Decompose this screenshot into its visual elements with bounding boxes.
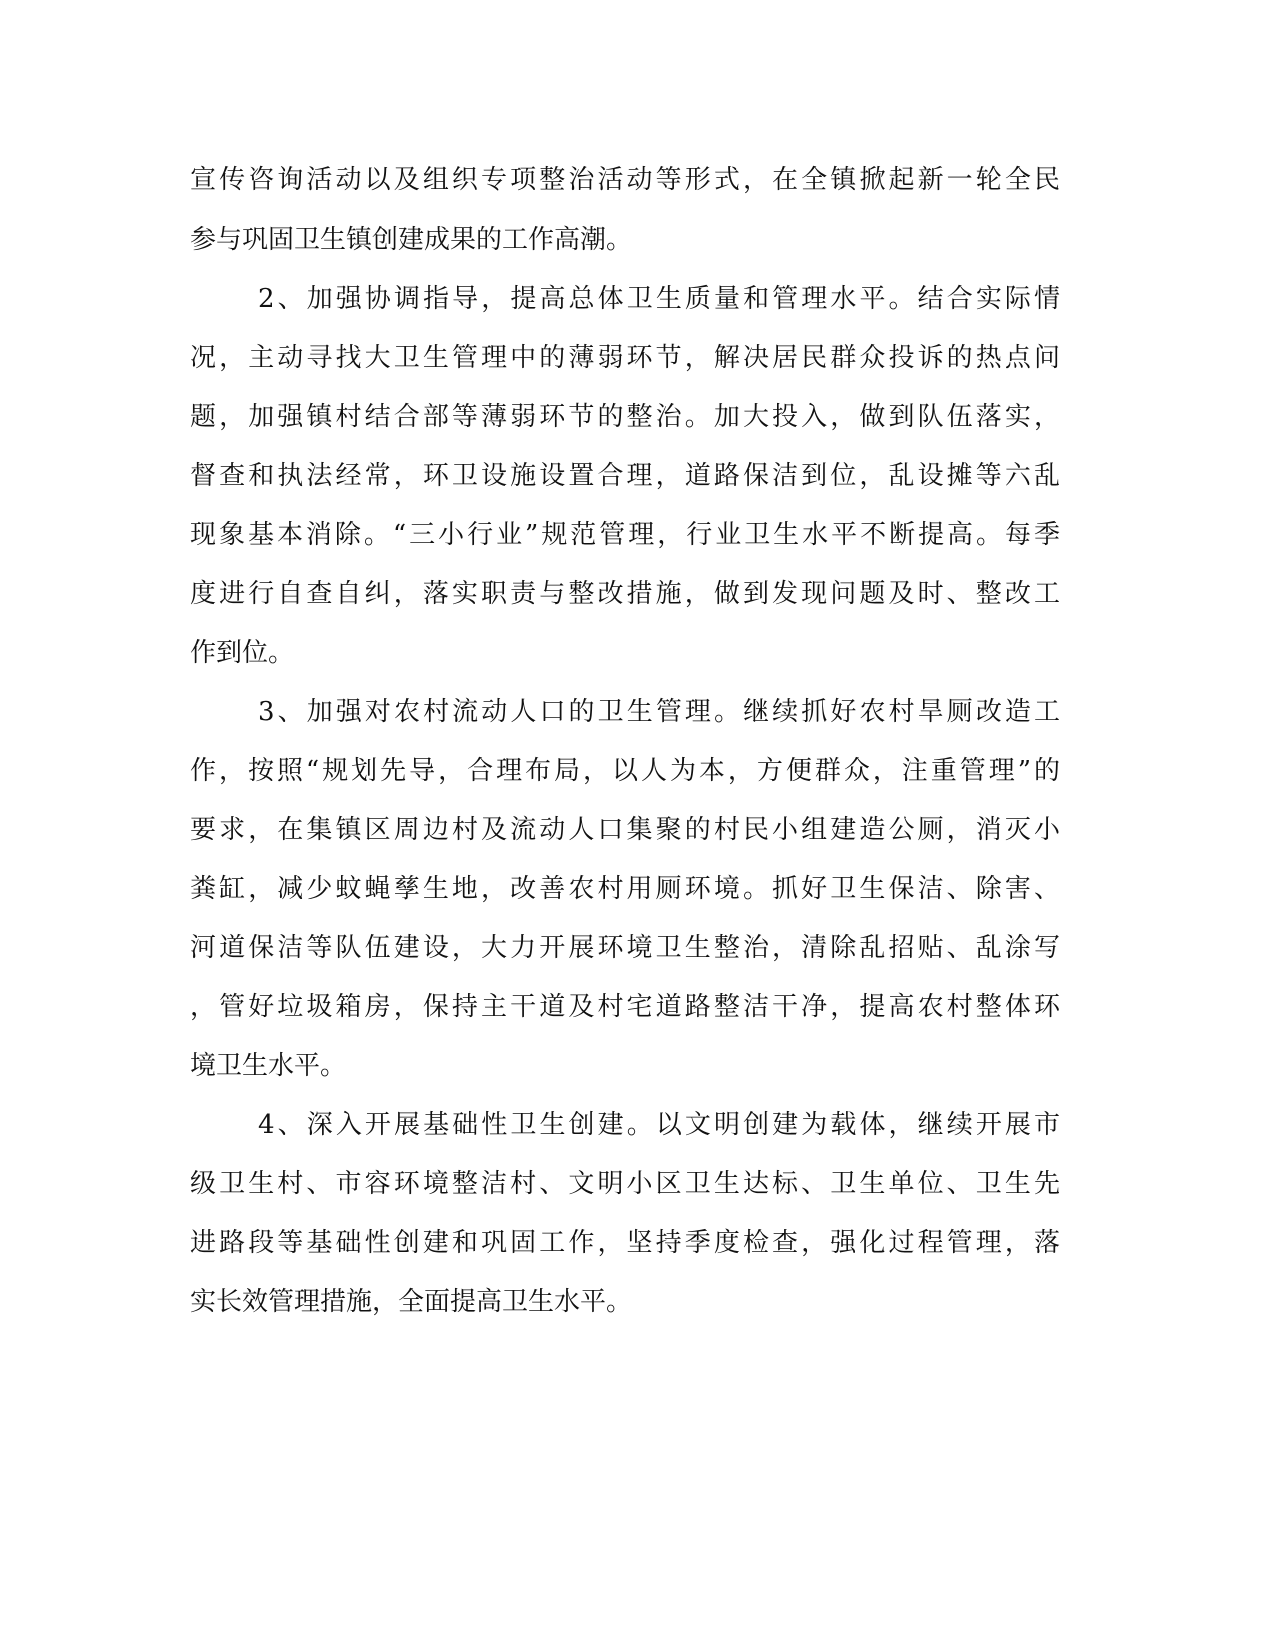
paragraph-2-line-5: 现象基本消除。“三小行业”规范管理，行业卫生水平不断提高。每季 xyxy=(190,520,1060,550)
paragraph-4-line-1: 4、深入开展基础性卫生创建。以文明创建为载体，继续开展市 xyxy=(258,1110,1060,1140)
paragraph-4-line-3: 进路段等基础性创建和巩固工作，坚持季度检查，强化过程管理，落 xyxy=(190,1228,1060,1258)
paragraph-3-line-2: 作，按照“规划先导，合理布局，以人为本，方便群众，注重管理”的 xyxy=(190,756,1060,786)
paragraph-2-line-1: 2、加强协调指导，提高总体卫生质量和管理水平。结合实际情 xyxy=(258,284,1060,314)
paragraph-2-line-7: 作到位。 xyxy=(190,638,295,668)
paragraph-3-line-7: 境卫生水平。 xyxy=(190,1051,347,1081)
paragraph-3-line-5: 河道保洁等队伍建设，大力开展环境卫生整治，清除乱招贴、乱涂写 xyxy=(190,933,1060,963)
paragraph-2-line-4: 督查和执法经常，环卫设施设置合理，道路保洁到位，乱设摊等六乱 xyxy=(190,461,1060,491)
paragraph-2-line-2: 况，主动寻找大卫生管理中的薄弱环节，解决居民群众投诉的热点问 xyxy=(190,343,1060,373)
paragraph-3-line-1: 3、加强对农村流动人口的卫生管理。继续抓好农村旱厕改造工 xyxy=(258,697,1060,727)
paragraph-4-line-4: 实长效管理措施，全面提高卫生水平。 xyxy=(190,1287,633,1317)
paragraph-3-line-3: 要求，在集镇区周边村及流动人口集聚的村民小组建造公厕，消灭小 xyxy=(190,815,1060,845)
paragraph-4-line-2: 级卫生村、市容环境整洁村、文明小区卫生达标、卫生单位、卫生先 xyxy=(190,1169,1060,1199)
paragraph-3-line-6: ，管好垃圾箱房，保持主干道及村宅道路整洁干净，提高农村整体环 xyxy=(190,992,1060,1022)
paragraph-1-line-1: 宣传咨询活动以及组织专项整治活动等形式，在全镇掀起新一轮全民 xyxy=(190,165,1060,195)
paragraph-2-line-3: 题，加强镇村结合部等薄弱环节的整治。加大投入，做到队伍落实， xyxy=(190,402,1060,432)
paragraph-3-line-4: 粪缸，减少蚊蝇孳生地，改善农村用厕环境。抓好卫生保洁、除害、 xyxy=(190,874,1060,904)
paragraph-2-line-6: 度进行自查自纠，落实职责与整改措施，做到发现问题及时、整改工 xyxy=(190,579,1060,609)
paragraph-1-line-2: 参与巩固卫生镇创建成果的工作高潮。 xyxy=(190,225,633,255)
